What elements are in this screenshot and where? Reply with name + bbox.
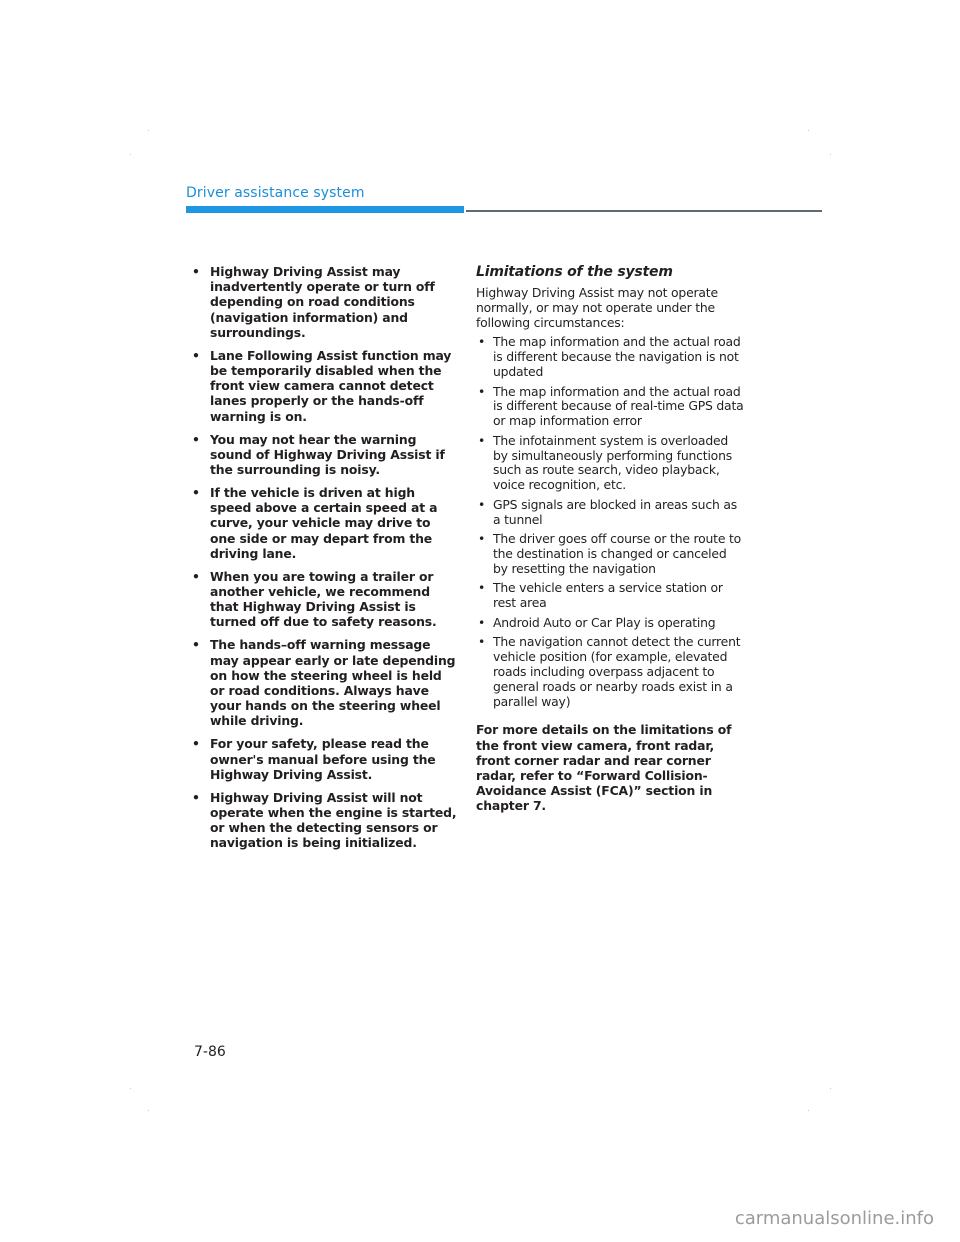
bullet-icon: • <box>192 431 200 447</box>
bullet-icon: • <box>478 496 486 512</box>
crop-mark <box>130 1088 131 1089</box>
bullet-icon: • <box>478 383 486 399</box>
list-item: • Lane Following Assist function may be temporarily disabled when the front view camera cannot detect lanes properly or the hands-off warning is on. <box>192 347 452 424</box>
section-intro: Highway Driving Assist may not operate normally, or may not operate under the following circumstances: <box>476 285 718 330</box>
warning-list <box>190 264 458 851</box>
list-item: • You may not hear the warning sound of Highway Driving Assist if the surrounding is noisy. <box>192 431 445 478</box>
bullet-icon: • <box>478 432 486 448</box>
left-column <box>190 264 458 858</box>
right-column <box>476 264 744 826</box>
bullet-icon: • <box>192 568 200 584</box>
list-item: • The map information and the actual road is different because of real-time GPS data or map information error <box>478 383 744 429</box>
crop-mark <box>148 1110 149 1111</box>
list-item: • When you are towing a trailer or another vehicle, we recommend that Highway Driving Assist is turned off due to safety reasons. <box>192 568 437 630</box>
list-item: • Highway Driving Assist may inadvertently operate or turn off depending on road conditions (navigation information) and surroundings. <box>192 264 435 340</box>
bullet-icon: • <box>192 485 200 501</box>
bullet-icon: • <box>478 580 486 596</box>
bullet-icon: • <box>478 614 486 630</box>
list-item: • The map information and the actual road is different because the navigation is not updated <box>478 334 741 379</box>
bullet-icon: • <box>478 634 486 650</box>
list-item: • Android Auto or Car Play is operating <box>478 614 716 630</box>
list-item: • The hands–off warning message may appear early or late depending on how the steering wheel is held or road conditions. Always have your hands on the steering wheel while driving. <box>192 637 456 729</box>
header-title: Driver assistance system <box>186 185 365 201</box>
bullet-icon: • <box>192 264 200 279</box>
list-item: • GPS signals are blocked in areas such as a tunnel <box>478 496 737 527</box>
bullet-icon: • <box>478 531 486 547</box>
crop-mark <box>808 1110 809 1111</box>
list-item: • For your safety, please read the owner's manual before using the Highway Driving Assist. <box>192 736 436 782</box>
list-item: • The navigation cannot detect the current vehicle position (for example, elevated roads including overpass adjacent to general roads or nearby roads exist in a parallel way) <box>478 634 741 709</box>
list-item: • If the vehicle is driven at high speed above a certain speed at a curve, your vehicle may drive to one side or may depart from the driving lane. <box>192 485 438 561</box>
bullet-icon: • <box>192 637 200 653</box>
header-blue-bar <box>186 206 464 213</box>
limitations-list <box>476 335 744 709</box>
crop-mark <box>808 130 809 131</box>
crop-mark <box>130 154 131 155</box>
header-rule <box>466 210 822 212</box>
page-number: 7-86 <box>194 1044 226 1060</box>
watermark: carmanualsonline.info <box>734 1208 934 1229</box>
crop-mark <box>830 154 831 155</box>
crop-mark <box>148 130 149 131</box>
bullet-icon: • <box>192 347 200 363</box>
section-title: Limitations of the system <box>476 264 673 280</box>
bullet-icon: • <box>192 736 200 752</box>
list-item: • The driver goes off course or the route to the destination is changed or canceled by resetting the navigation <box>478 531 742 576</box>
list-item: • The vehicle enters a service station or rest area <box>478 580 723 611</box>
crop-mark <box>830 1088 831 1089</box>
bullet-icon: • <box>478 334 486 350</box>
bullet-icon: • <box>192 789 200 805</box>
list-item: • The infotainment system is overloaded by simultaneously performing functions such as route search, video playback, voice recognition, etc. <box>478 432 732 493</box>
reference-note: For more details on the limitations of the front view camera, front radar, front corner radar and rear corner radar, refer to “Forward Collision-Avoidance Assist (FCA)” section in chapter 7. <box>476 722 732 814</box>
list-item: • Highway Driving Assist will not operate when the engine is started, or when the detecting sensors or navigation is being initialized. <box>192 789 457 851</box>
